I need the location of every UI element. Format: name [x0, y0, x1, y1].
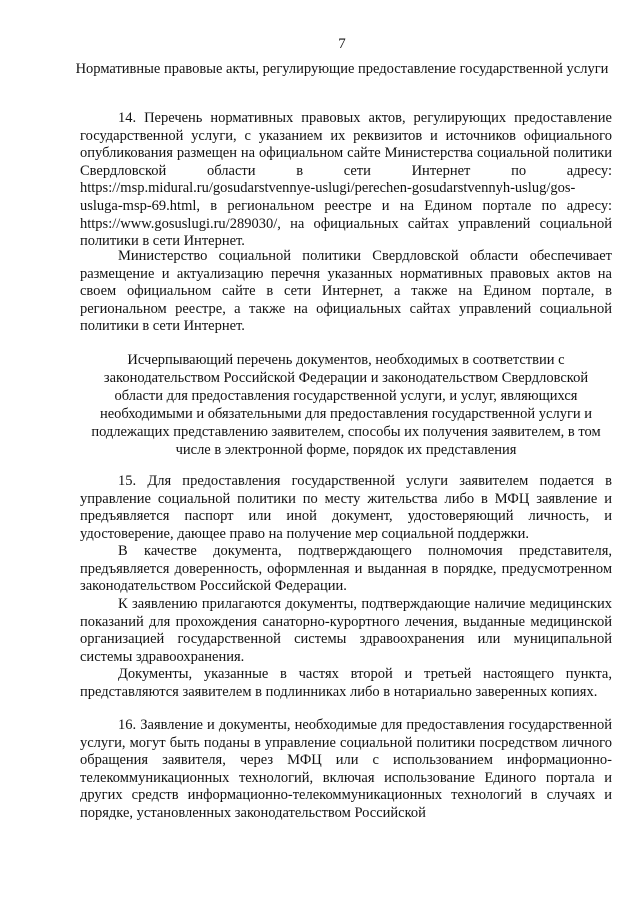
paragraph-15-application: 15. Для предоставления государственной услуги заявителем подается в управление социальной политики по месту жительства либо в МФЦ заявление и предъявляется паспорт или иной документ, удостоверяющий личность, и удостоверение, дающее право на получение мер социальной поддержки. [80, 473, 612, 542]
section-title-normative-acts: Нормативные правовые акты, регулирующие предоставление государственной услуги [75, 61, 609, 77]
paragraph-15-originals: Документы, указанные в частях второй и третьей настоящего пункта, представляются заявителем в подлинниках либо в нотариально заверенных копиях. [80, 666, 612, 700]
page-number: 7 [338, 36, 346, 52]
paragraph-14-ministry-publication: Министерство социальной политики Свердловской области обеспечивает размещение и актуализацию перечня указанных нормативных правовых актов на своем официальном сайте в сети Интернет, а также на Едином портале, в региональном реестре, а также на официальных сайтах управлений социальной политики в сети Интернет. [80, 248, 612, 335]
paragraph-15-medical-documents: К заявлению прилагаются документы, подтверждающие наличие медицинских показаний для прохождения санаторно-курортного лечения, выданные медицинской организацией государственной системы здравоохранения или муниципальной системы здравоохранения. [80, 596, 612, 665]
section-title-required-documents: Исчерпывающий перечень документов, необходимых в соответствии с законодательством Российской Федерации и законодательством Свердловской области для предоставления государственной услуги, и услуг, являющихся необходимыми и обязательными для предоставления государственной услуги и подлежащих представлению заявителем, способы их получения заявителем, в том числе в электронной форме, порядок их представления [91, 352, 601, 458]
paragraph-16-submission: 16. Заявление и документы, необходимые для предоставления государственной услуги, могут быть поданы в управление социальной политики посредством личного обращения заявителя, через МФЦ или с использованием информационно-телекоммуникационных технологий, включая использование Единого портала и других средств информационно-телекоммуникационных технологий в случаях и порядке, установленных законодательством Российской [80, 717, 612, 821]
paragraph-14-list-of-acts: 14. Перечень нормативных правовых актов, регулирующих предоставление государственной услуги, с указанием их реквизитов и источников официального опубликования размещен на официальном сайте Министерства социальной политики Свердловской области в сети Интернет по адресу: https://msp.midural.ru/gosudarstvennye-uslugi/perechen-gosudarstvennyh-uslug/gos-usluga-msp-69.html, в региональном реестре и на Едином портале по адресу: https://www.gosuslugi.ru/289030/, на официальных сайтах управлений социальной политики в сети Интернет. [80, 110, 612, 250]
paragraph-15-representative: В качестве документа, подтверждающего полномочия представителя, предъявляется доверенность, оформленная и выданная в порядке, предусмотренном законодательством Российской Федерации. [80, 543, 612, 595]
